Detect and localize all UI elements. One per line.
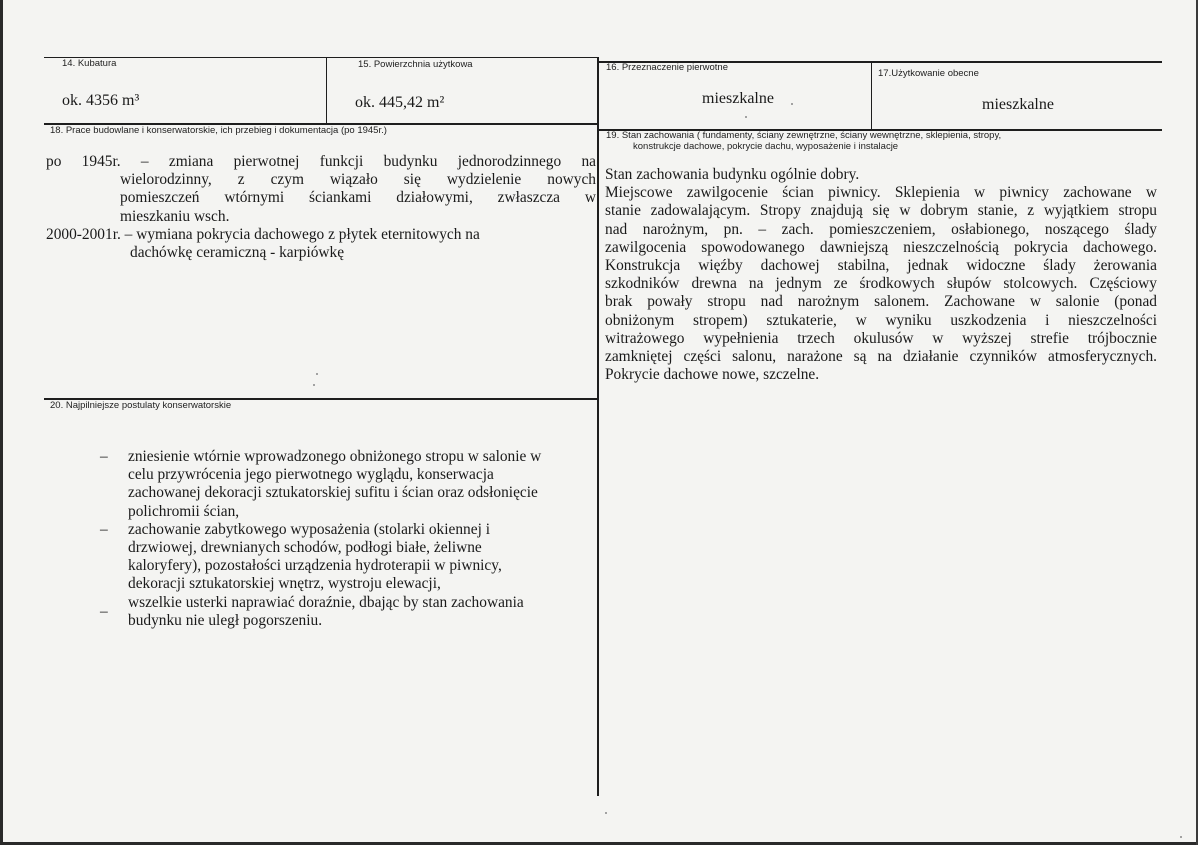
field-19-line: Konstrukcja więźby dachowej stabilna, jednak widoczne ślady żerowania (605, 256, 1157, 274)
scan-speck (313, 384, 315, 386)
bullet-dash: – (100, 520, 108, 538)
field-15-value: ok. 445,42 m² (355, 94, 445, 111)
field-19-line: stanie zadowalającym. Stropy znajdują się w dobrym stanie, z wyjątkiem stropu (605, 202, 1157, 220)
field-19-line: obniżonym stropem) sztukaterie, w wyniku uszkodzenia i nieszczelności (605, 311, 1157, 329)
field-18-label: 18. Prace budowlane i konserwatorskie, ich przebieg i dokumentacja (po 1945r.) (50, 125, 387, 136)
field-20-line: budynku nie uległ pogorszeniu. (128, 611, 323, 629)
field-16-value: mieszkalne (702, 90, 774, 107)
field-18-text (46, 153, 596, 262)
field-19-line: Stan zachowania budynku ogólnie dobry. (605, 166, 860, 183)
top-rule-left (44, 57, 598, 58)
field-20-line: zniesienie wtórnie wprowadzonego obniżonego stropu w salonie w (128, 448, 542, 465)
field-20-line: celu przywrócenia jego pierwotnego wyglądu, konserwacja (128, 466, 494, 484)
scan-speck (605, 812, 607, 814)
field-20-line: kaloryfery), pozostałości urządzenia hydroterapii w piwnicy, (128, 557, 502, 575)
field-19-line: nad narożnym, pn. – zach. pomieszczeniem, osłabionego, noszącego ślady (605, 220, 1157, 238)
field-19-label-line1: 19. Stan zachowania ( fundamenty, ściany zewnętrzne, ściany wewnętrzne, sklepienia, stropy, (606, 130, 1002, 141)
field-20-line: polichromii ścian, (128, 502, 240, 520)
field-14-label: 14. Kubatura (62, 58, 117, 69)
field-18-line: wielorodzinny, z czym wiązało się wydzielenie nowych (120, 171, 596, 189)
field-18-line: 2000-2001r. – wymiana pokrycia dachowego z płytek eternitowych na (46, 225, 480, 243)
field-19-line: zamkniętej części salonu, narażone są na działanie czynników atmosferycznych. (605, 347, 1157, 365)
scan-speck (745, 116, 747, 118)
field-20-line: drzwiowej, drewnianych schodów, podłogi białe, żeliwne (128, 538, 482, 556)
field-20-line: dekoracji sztukatorskiej wnętrz, wystroju elewacji, (128, 575, 441, 593)
field-19-line: brak powały stropu nad narożnym salonem. Zachowane w salonie (ponad (605, 293, 1157, 311)
field-18-line: pomieszczeń wtórnymi ściankami działowymi, zwłaszcza w (120, 189, 596, 207)
divider-f16-f17 (871, 61, 872, 130)
field-19-line: Miejscowe zawilgocenie ścian piwnicy. Sklepienia w piwnicy zachowane w (605, 184, 1157, 202)
field-19-line: Pokrycie dachowe nowe, szczelne. (605, 366, 820, 384)
field-20-label: 20. Najpilniejsze postulaty konserwatorskie (50, 400, 232, 411)
field-18-line: mieszkaniu wsch. (120, 207, 230, 225)
scan-speck (1180, 836, 1182, 838)
field-15-label: 15. Powierzchnia użytkowa (358, 59, 473, 70)
scan-speck (791, 103, 793, 105)
divider-f14-f15 (326, 57, 327, 124)
field-14-value: ok. 4356 m³ (62, 92, 140, 109)
field-19-line: witrażowego wypełnienia trzech okulusów w wyższej strefie trójbocznie (605, 329, 1157, 347)
field-19-label-line2: konstrukcje dachowe, pokrycie dachu, wyposażenie i instalacje (633, 141, 899, 152)
field-20-line: zachowanej dekoracji sztukatorskiej sufitu i ścian oraz odsłonięcie (128, 484, 538, 502)
scan-speck (316, 373, 318, 375)
field-16-label: 16. Przeznaczenie pierwotne (606, 62, 728, 73)
field-19-line: szkodników drewna na jednym ze środkowych słupów stolcowych. Częściowy (605, 275, 1157, 293)
center-divider (597, 57, 599, 796)
scan-edge-left (0, 0, 3, 845)
field-19-text (605, 166, 1157, 384)
field-17-value: mieszkalne (982, 96, 1054, 113)
bullet-dash: – (100, 602, 108, 620)
bullet-dash: – (100, 448, 108, 465)
field-20-line: wszelkie usterki naprawiać doraźnie, dbając by stan zachowania (128, 593, 524, 611)
field-20-text (100, 448, 596, 630)
field-19-line: zawilgocenia spowodowanego dawniejszą nieszczelnością pokrycia dachowego. (605, 238, 1157, 256)
field-18-line: dachówkę ceramiczną - karpiówkę (130, 243, 345, 261)
field-20-line: zachowanie zabytkowego wyposażenia (stolarki okiennej i (128, 520, 490, 538)
field-18-line: po 1945r. – zmiana pierwotnej funkcji budynku jednorodzinnego na (46, 153, 596, 170)
field-17-label: 17.Użytkowanie obecne (878, 68, 979, 79)
